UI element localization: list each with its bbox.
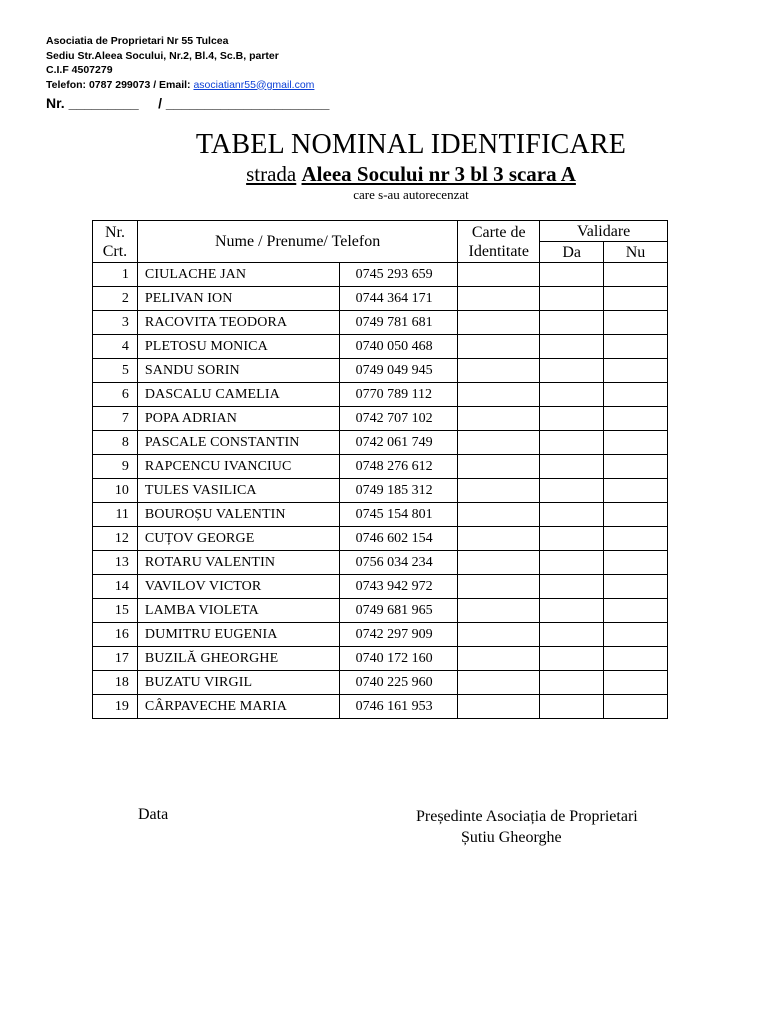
header-id-card: Carte de Identitate — [458, 221, 540, 263]
resident-name: PELIVAN ION — [137, 287, 339, 311]
table-row — [93, 503, 668, 527]
resident-phone: 0745 154 801 — [339, 503, 458, 527]
validare-da-cell — [540, 407, 604, 431]
row-number: 14 — [93, 575, 138, 599]
row-number: 7 — [93, 407, 138, 431]
validare-da-cell — [540, 647, 604, 671]
row-number: 3 — [93, 311, 138, 335]
resident-phone: 0740 172 160 — [339, 647, 458, 671]
id-card-cell — [458, 287, 540, 311]
table-row — [93, 263, 668, 287]
id-card-cell — [458, 407, 540, 431]
validare-nu-cell — [604, 527, 668, 551]
validare-da-cell — [540, 551, 604, 575]
validare-da-cell — [540, 575, 604, 599]
validare-nu-cell — [604, 695, 668, 719]
resident-name: LAMBA VIOLETA — [137, 599, 339, 623]
table-row — [93, 335, 668, 359]
resident-phone: 0744 364 171 — [339, 287, 458, 311]
id-card-cell — [458, 695, 540, 719]
id-card-cell — [458, 359, 540, 383]
validare-nu-cell — [604, 311, 668, 335]
association-cif: C.I.F 4507279 — [46, 64, 113, 76]
id-card-cell — [458, 671, 540, 695]
resident-name: RACOVITA TEODORA — [137, 311, 339, 335]
id-card-cell — [458, 599, 540, 623]
validare-da-cell — [540, 599, 604, 623]
row-number: 15 — [93, 599, 138, 623]
president-title: Președinte Asociația de Proprietari — [416, 808, 638, 825]
table-row — [93, 383, 668, 407]
resident-name: DASCALU CAMELIA — [137, 383, 339, 407]
validare-nu-cell — [604, 503, 668, 527]
row-number: 18 — [93, 671, 138, 695]
row-number: 9 — [93, 455, 138, 479]
validare-nu-cell — [604, 383, 668, 407]
id-card-cell — [458, 623, 540, 647]
row-number: 19 — [93, 695, 138, 719]
validare-nu-cell — [604, 407, 668, 431]
resident-name: CIULACHE JAN — [137, 263, 339, 287]
row-number: 17 — [93, 647, 138, 671]
resident-name: SANDU SORIN — [137, 359, 339, 383]
table-row — [93, 623, 668, 647]
validare-nu-cell — [604, 431, 668, 455]
validare-da-cell — [540, 695, 604, 719]
resident-phone: 0749 781 681 — [339, 311, 458, 335]
validare-nu-cell — [604, 551, 668, 575]
association-address: Sediu Str.Aleea Socului, Nr.2, Bl.4, Sc.B, parter — [46, 49, 279, 62]
row-number: 10 — [93, 479, 138, 503]
row-number: 11 — [93, 503, 138, 527]
signature-block — [416, 806, 638, 848]
resident-name: CUȚOV GEORGE — [137, 527, 339, 551]
association-contact — [46, 78, 329, 93]
id-card-cell — [458, 311, 540, 335]
resident-phone: 0746 161 953 — [339, 695, 458, 719]
row-number: 16 — [93, 623, 138, 647]
phone-label: Telefon: 0787 299073 / Email: — [46, 78, 194, 91]
resident-phone: 0743 942 972 — [339, 575, 458, 599]
table-row — [93, 407, 668, 431]
validare-nu-cell — [604, 359, 668, 383]
document-subtitle — [0, 162, 768, 187]
resident-phone: 0742 061 749 — [339, 431, 458, 455]
validare-nu-cell — [604, 263, 668, 287]
validare-da-cell — [540, 503, 604, 527]
validare-nu-cell — [604, 335, 668, 359]
association-header — [46, 34, 329, 113]
validare-da-cell — [540, 479, 604, 503]
row-number: 4 — [93, 335, 138, 359]
header-name-phone: Nume / Prenume/ Telefon — [137, 221, 457, 263]
resident-phone: 0742 707 102 — [339, 407, 458, 431]
validare-da-cell — [540, 263, 604, 287]
resident-phone: 0770 789 112 — [339, 383, 458, 407]
president-name: Șutiu Gheorghe — [461, 829, 562, 846]
row-number: 5 — [93, 359, 138, 383]
table-row — [93, 575, 668, 599]
validare-da-cell — [540, 623, 604, 647]
id-card-cell — [458, 503, 540, 527]
header-nr: Nr. Crt. — [93, 221, 138, 263]
resident-name: PASCALE CONSTANTIN — [137, 431, 339, 455]
row-number: 12 — [93, 527, 138, 551]
resident-name: RAPCENCU IVANCIUC — [137, 455, 339, 479]
resident-name: VAVILOV VICTOR — [137, 575, 339, 599]
validare-da-cell — [540, 359, 604, 383]
document-note: care s-au autorecenzat — [353, 187, 469, 202]
table-row — [93, 479, 668, 503]
validare-nu-cell — [604, 599, 668, 623]
association-name: Asociatia de Proprietari Nr 55 Tulcea — [46, 35, 229, 47]
table-row — [93, 551, 668, 575]
email-link[interactable]: asociatianr55@gmail.com — [193, 78, 315, 91]
id-card-cell — [458, 479, 540, 503]
validare-da-cell — [540, 527, 604, 551]
resident-name: ROTARU VALENTIN — [137, 551, 339, 575]
id-card-cell — [458, 575, 540, 599]
validare-da-cell — [540, 455, 604, 479]
validare-da-cell — [540, 335, 604, 359]
residents-table — [92, 220, 668, 719]
validare-da-cell — [540, 287, 604, 311]
resident-phone: 0740 050 468 — [339, 335, 458, 359]
table-row — [93, 431, 668, 455]
validare-nu-cell — [604, 671, 668, 695]
resident-name: BUZILĂ GHEORGHE — [137, 647, 339, 671]
resident-name: POPA ADRIAN — [137, 407, 339, 431]
street-label: strada — [246, 162, 297, 186]
document-number-line: Nr. _________ / _____________________ — [46, 95, 330, 111]
resident-phone: 0749 185 312 — [339, 479, 458, 503]
resident-phone: 0740 225 960 — [339, 671, 458, 695]
validare-nu-cell — [604, 479, 668, 503]
id-card-cell — [458, 431, 540, 455]
validare-da-cell — [540, 671, 604, 695]
resident-phone: 0749 681 965 — [339, 599, 458, 623]
resident-name: CÂRPAVECHE MARIA — [137, 695, 339, 719]
resident-phone: 0742 297 909 — [339, 623, 458, 647]
id-card-cell — [458, 647, 540, 671]
validare-da-cell — [540, 383, 604, 407]
street-name: Aleea Socului nr 3 bl 3 scara A — [301, 162, 576, 186]
resident-name: PLETOSU MONICA — [137, 335, 339, 359]
id-card-cell — [458, 551, 540, 575]
id-card-cell — [458, 263, 540, 287]
validare-nu-cell — [604, 455, 668, 479]
header-nu: Nu — [604, 242, 668, 263]
resident-phone: 0756 034 234 — [339, 551, 458, 575]
row-number: 8 — [93, 431, 138, 455]
resident-name: BOUROȘU VALENTIN — [137, 503, 339, 527]
resident-name: BUZATU VIRGIL — [137, 671, 339, 695]
row-number: 2 — [93, 287, 138, 311]
id-card-cell — [458, 455, 540, 479]
table-row — [93, 695, 668, 719]
header-da: Da — [540, 242, 604, 263]
table-row — [93, 455, 668, 479]
resident-phone: 0746 602 154 — [339, 527, 458, 551]
validare-nu-cell — [604, 575, 668, 599]
resident-phone: 0745 293 659 — [339, 263, 458, 287]
table-row — [93, 647, 668, 671]
resident-name: TULES VASILICA — [137, 479, 339, 503]
validare-nu-cell — [604, 623, 668, 647]
document-title: TABEL NOMINAL IDENTIFICARE — [195, 129, 627, 160]
row-number: 1 — [93, 263, 138, 287]
validare-da-cell — [540, 431, 604, 455]
header-validare: Validare — [540, 221, 668, 242]
table-row — [93, 311, 668, 335]
validare-nu-cell — [604, 647, 668, 671]
validare-nu-cell — [604, 287, 668, 311]
table-row — [93, 599, 668, 623]
resident-name: DUMITRU EUGENIA — [137, 623, 339, 647]
id-card-cell — [458, 527, 540, 551]
table-row — [93, 527, 668, 551]
table-row — [93, 287, 668, 311]
date-label: Data — [138, 806, 169, 823]
table-row — [93, 359, 668, 383]
row-number: 6 — [93, 383, 138, 407]
id-card-cell — [458, 335, 540, 359]
row-number: 13 — [93, 551, 138, 575]
table-row — [93, 671, 668, 695]
id-card-cell — [458, 383, 540, 407]
resident-phone: 0748 276 612 — [339, 455, 458, 479]
resident-phone: 0749 049 945 — [339, 359, 458, 383]
validare-da-cell — [540, 311, 604, 335]
